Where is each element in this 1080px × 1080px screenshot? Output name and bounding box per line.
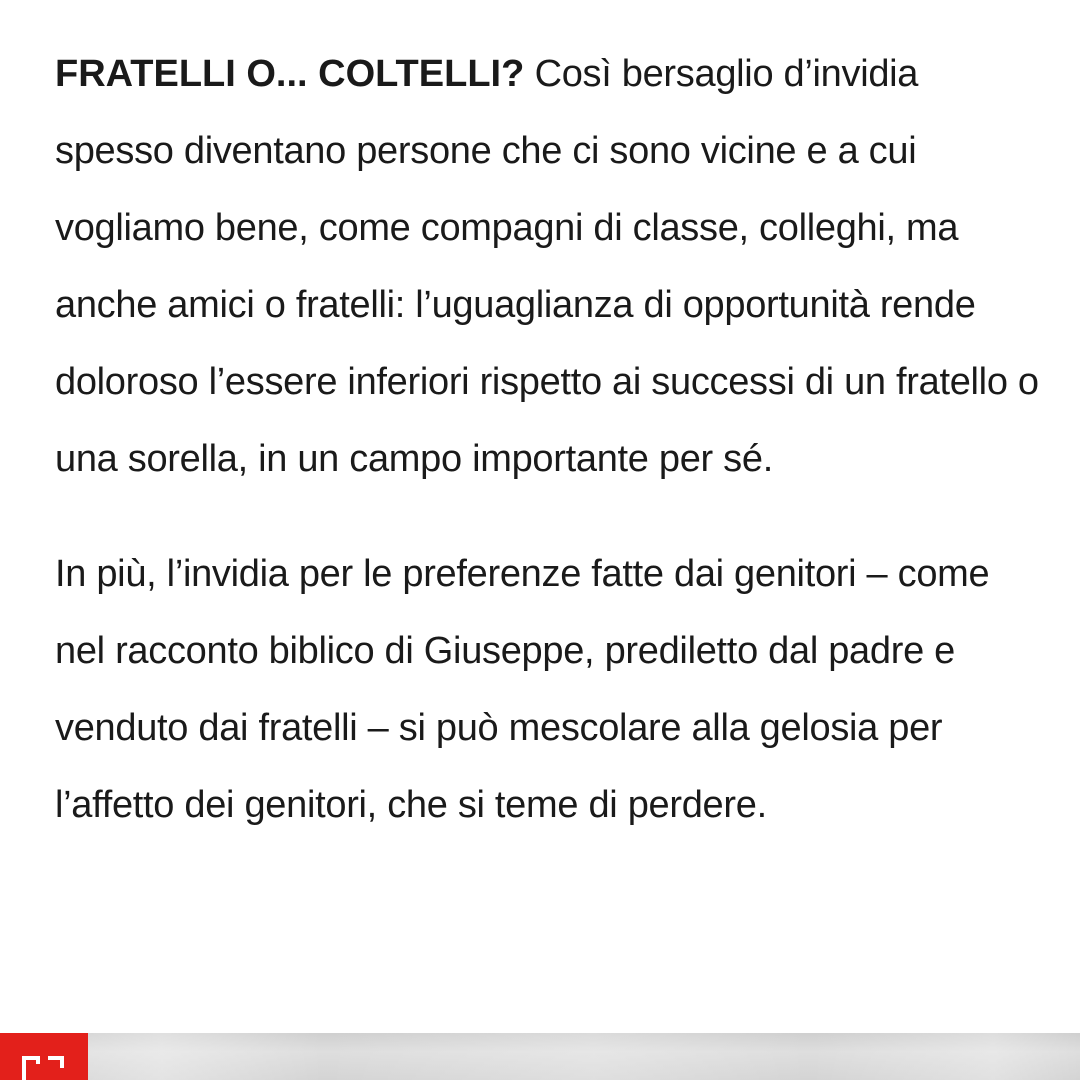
brand-badge <box>0 1033 88 1080</box>
paragraph-1 <box>55 36 1045 498</box>
paragraph-2 <box>55 536 1045 844</box>
paragraph-1-text: Così bersaglio d’invidia spesso diventano persone che ci sono vicine e a cui vogliamo bene, come compagni di classe, colleghi, ma anche amici o fratelli: l’uguaglianza di opportunità rende doloroso l’essere inferiori rispetto ai successi di un fratello o una sorella, in un campo importante per sé. <box>55 53 1039 480</box>
paragraph-2-text: In più, l’invidia per le preferenze fatte dai genitori – come nel racconto biblico di Giuseppe, prediletto dal padre e venduto dai fratelli – si può mescolare alla gelosia per l’affetto dei genitori, che si teme di perdere. <box>55 553 990 826</box>
footer-bar <box>0 1033 1080 1080</box>
bracket-logo-icon <box>22 1055 64 1080</box>
lead-title: FRATELLI O... COLTELLI? <box>55 53 525 95</box>
article-body <box>55 36 1045 844</box>
footer-texture <box>0 1033 1080 1080</box>
